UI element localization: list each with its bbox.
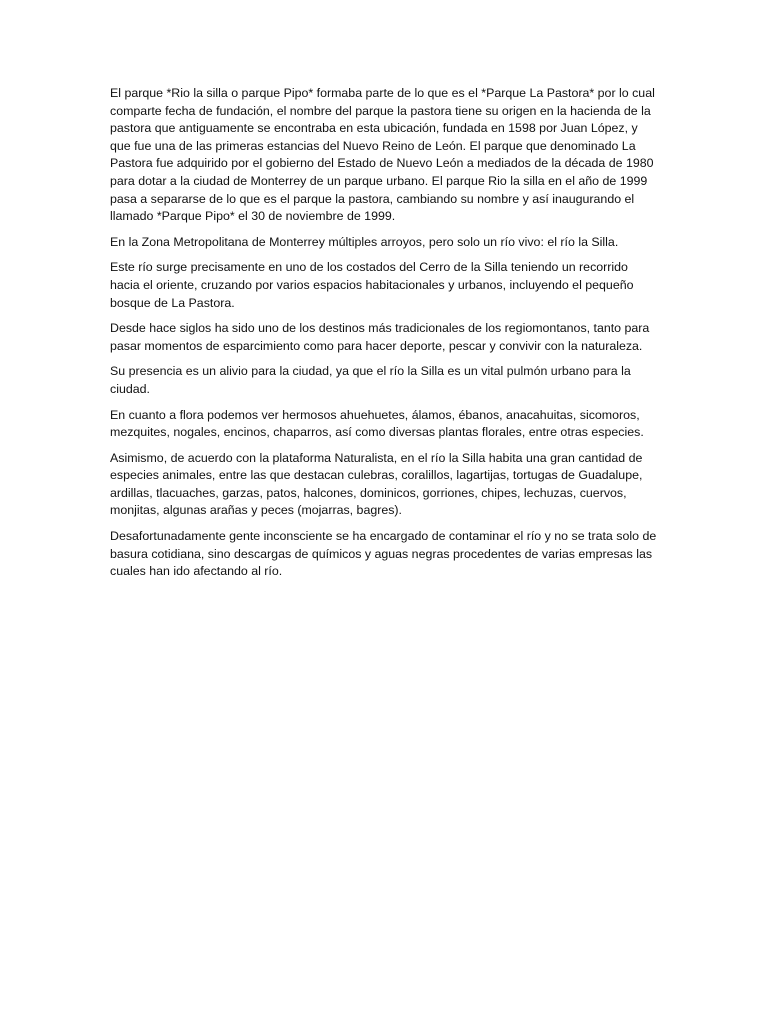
paragraph-pollution: Desafortunadamente gente inconsciente se ha encargado de contaminar el río y no se trata solo de basura cotidiana, sino descargas de químicos y aguas negras procedentes de varias empresas las cuales han ido afectando al río. xyxy=(110,529,657,579)
paragraph-tradition: Desde hace siglos ha sido uno de los destinos más tradicionales de los regiomontanos, tanto para pasar momentos de esparcimiento como para hacer deporte, pescar y convivir con la naturaleza. xyxy=(110,321,650,353)
paragraph-river-intro: En la Zona Metropolitana de Monterrey múltiples arroyos, pero solo un río vivo: el río la Silla. xyxy=(110,234,619,249)
paragraph-river-course: Este río surge precisamente en uno de los costados del Cerro de la Silla teniendo un recorrido hacia el oriente, cruzando por varios espacios habitacionales y urbanos, incluyendo el pequeño bosque de La Pastora. xyxy=(110,260,634,310)
paragraph-history: El parque *Rio la silla o parque Pipo* formaba parte de lo que es el *Parque La Pastora* por lo cual comparte fecha de fundación, el nombre del parque la pastora tiene su origen en la hacienda de la pastora que antiguamente se encontraba en esta ubicación, fundada en 1598 por Juan López, y que fue una de las primeras estancias del Nuevo Reino de León. El parque que denominado La Pastora fue adquirido por el gobierno del Estado de Nuevo León a mediados de la década de 1980 para dotar a la ciudad de Monterrey de un parque urbano. El parque Rio la silla en el año de 1999 pasa a separarse de lo que es el parque la pastora, cambiando su nombre y así inaugurando el llamado *Parque Pipo* el 30 de noviembre de 1999. xyxy=(110,86,655,224)
paragraph-fauna: Asimismo, de acuerdo con la plataforma Naturalista, en el río la Silla habita una gran cantidad de especies animales, entre las que destacan culebras, coralillos, lagartijas, tortugas de Guadalupe, ardillas, tlacuaches, garzas, patos, halcones, dominicos, gorriones, chipes, lechuzas, cuervos, monjitas, algunas arañas y peces (mojarras, bagres). xyxy=(110,450,643,518)
document-page xyxy=(110,85,658,589)
paragraph-urban-lung: Su presencia es un alivio para la ciudad, ya que el río la Silla es un vital pulmón urbano para la ciudad. xyxy=(110,364,631,396)
paragraph-flora: En cuanto a flora podemos ver hermosos ahuehuetes, álamos, ébanos, anacahuitas, sicomoros, mezquites, nogales, encinos, chaparros, así como diversas plantas florales, entre otras especies. xyxy=(110,407,644,440)
